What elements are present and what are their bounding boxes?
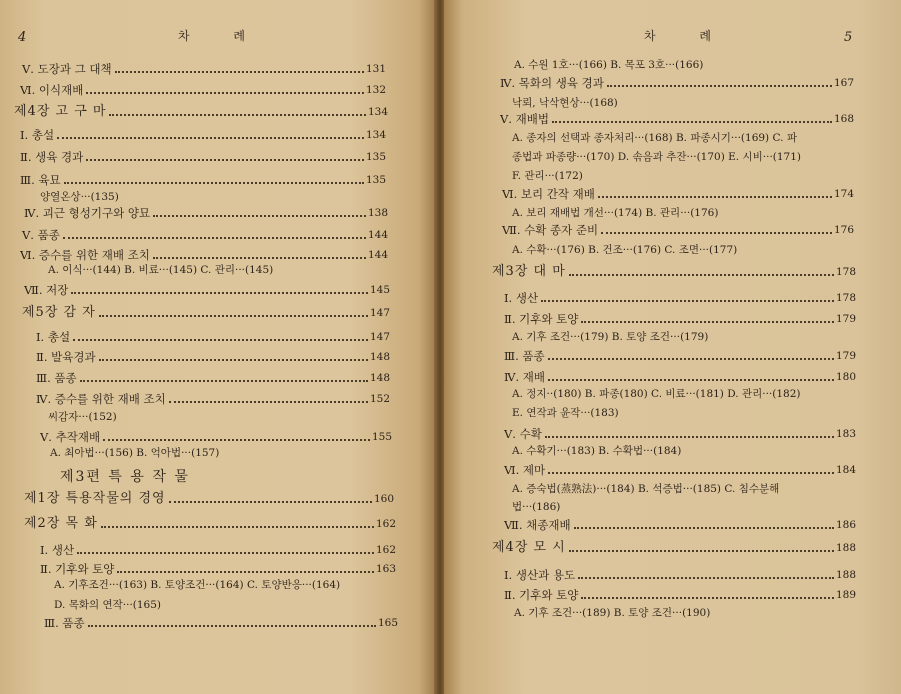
toc-entry[interactable]: Ⅱ. 생육 경과 135 — [20, 150, 386, 164]
toc-subline: A. 기후조건···(163) B. 토양조건···(164) C. 토양반응···(164) — [54, 579, 341, 591]
toc-entry[interactable]: Ⅵ. 이식재배 132 — [20, 83, 386, 97]
toc-entry[interactable]: Ⅴ. 재배법 168 — [500, 112, 854, 126]
toc-entry[interactable]: Ⅲ. 육묘 135 — [20, 173, 386, 187]
toc-entry[interactable]: Ⅵ. 제마 184 — [504, 463, 856, 477]
toc-subline: A. 기후 조건···(189) B. 토양 조건···(190) — [514, 607, 711, 619]
toc-subline: A. 수확기···(183) B. 수확법···(184) — [512, 445, 682, 457]
toc-entry[interactable]: Ⅱ. 발육경과 148 — [36, 350, 390, 364]
right-page-header: 차 례 — [644, 29, 731, 43]
toc-subline: A. 이식···(144) B. 비료···(145) C. 관리···(145) — [48, 264, 274, 276]
toc-entry[interactable]: Ⅰ. 생산과 용도 188 — [504, 568, 856, 582]
toc-subline: E. 연작과 윤작···(183) — [512, 407, 619, 419]
toc-entry[interactable]: Ⅳ. 증수를 위한 재배 조치 152 — [36, 392, 390, 406]
toc-entry[interactable]: Ⅲ. 품종 148 — [36, 371, 390, 385]
toc-entry[interactable]: Ⅶ. 수확 종자 준비 176 — [502, 223, 854, 237]
toc-entry[interactable]: Ⅴ. 품종 144 — [22, 228, 388, 242]
toc-entry[interactable]: Ⅰ. 생산 162 — [40, 543, 396, 557]
toc-subline: A. 정지··(180) B. 파종(180) C. 비료···(181) D. 관리···(182) — [512, 388, 801, 400]
toc-chapter[interactable]: 제1장 특용작물의 경영 160 — [24, 491, 394, 506]
toc-subline: 종법과 파종량···(170) D. 솎음과 추잔···(170) E. 시비···(171) — [512, 151, 802, 163]
toc-subline: 씨감자···(152) — [48, 411, 117, 423]
left-page-number: 4 — [18, 30, 27, 45]
part-title[interactable]: 제3편 특 용 작 물 — [60, 469, 190, 485]
toc-entry[interactable]: Ⅴ. 추작재배 155 — [40, 430, 392, 444]
left-page — [0, 0, 436, 694]
toc-entry[interactable]: Ⅱ. 기후와 토양 163 — [40, 562, 396, 576]
toc-chapter[interactable]: 제2장 목 화 162 — [24, 516, 396, 531]
toc-chapter[interactable]: 제5장 감 자 147 — [22, 305, 390, 320]
toc-entry[interactable]: Ⅰ. 생산 178 — [504, 291, 856, 305]
toc-entry[interactable]: Ⅰ. 총설 147 — [36, 330, 390, 344]
toc-entry[interactable]: Ⅴ. 도장과 그 대책 131 — [22, 62, 386, 76]
right-page — [444, 0, 901, 694]
toc-subline: A. 종자의 선택과 종자처리···(168) B. 파종시기···(169) C. 파 — [512, 132, 797, 144]
toc-subline: D. 목화의 연작···(165) — [54, 599, 162, 611]
toc-subline: A. 수원 1호···(166) B. 목포 3호···(166) — [514, 59, 704, 71]
toc-chapter[interactable]: 제4장 모 시 188 — [492, 540, 856, 555]
toc-entry[interactable]: Ⅶ. 채종재배 186 — [504, 518, 856, 532]
left-page-header: 차 례 — [178, 29, 265, 43]
toc-chapter[interactable]: 제4장 고 구 마 134 — [14, 104, 388, 119]
toc-subline: A. 기후 조건···(179) B. 토양 조건···(179) — [512, 331, 709, 343]
toc-entry[interactable]: Ⅲ. 품종 165 — [44, 616, 398, 630]
toc-subline: 법···(186) — [512, 501, 561, 513]
toc-chapter[interactable]: 제3장 대 마 178 — [492, 264, 856, 279]
toc-entry[interactable]: Ⅶ. 저장 145 — [24, 283, 390, 297]
toc-entry[interactable]: Ⅴ. 수확 183 — [504, 427, 856, 441]
toc-entry[interactable]: Ⅲ. 품종 179 — [504, 349, 856, 363]
toc-subline: 낙뢰, 낙삭현상···(168) — [512, 97, 618, 109]
toc-subline: A. 보리 재배법 개선···(174) B. 관리···(176) — [512, 207, 719, 219]
toc-subline: A. 수확···(176) B. 건조···(176) C. 조면···(177) — [512, 244, 738, 256]
toc-subline: A. 최아법···(156) B. 억아법···(157) — [50, 447, 220, 459]
toc-entry[interactable]: Ⅳ. 재배 180 — [504, 370, 856, 384]
toc-entry[interactable]: Ⅳ. 괴근 형성기구와 양묘 138 — [24, 206, 388, 220]
toc-entry[interactable]: Ⅱ. 기후와 토양 179 — [504, 312, 856, 326]
toc-subline: A. 증숙법(蒸熟法)···(184) B. 석증법···(185) C. 침수분해 — [512, 483, 780, 495]
toc-entry[interactable]: Ⅰ. 총설 134 — [20, 128, 386, 142]
toc-entry[interactable]: Ⅱ. 기후와 토양 189 — [504, 588, 856, 602]
toc-entry[interactable]: Ⅵ. 보리 간작 재배 174 — [502, 187, 854, 201]
right-page-number: 5 — [844, 30, 853, 45]
toc-entry[interactable]: Ⅵ. 증수를 위한 재배 조치 144 — [20, 248, 388, 262]
toc-subline: F. 관리···(172) — [512, 170, 583, 182]
toc-entry[interactable]: Ⅳ. 목화의 생육 경과 167 — [500, 76, 854, 90]
toc-subline: 양열온상···(135) — [40, 191, 119, 203]
